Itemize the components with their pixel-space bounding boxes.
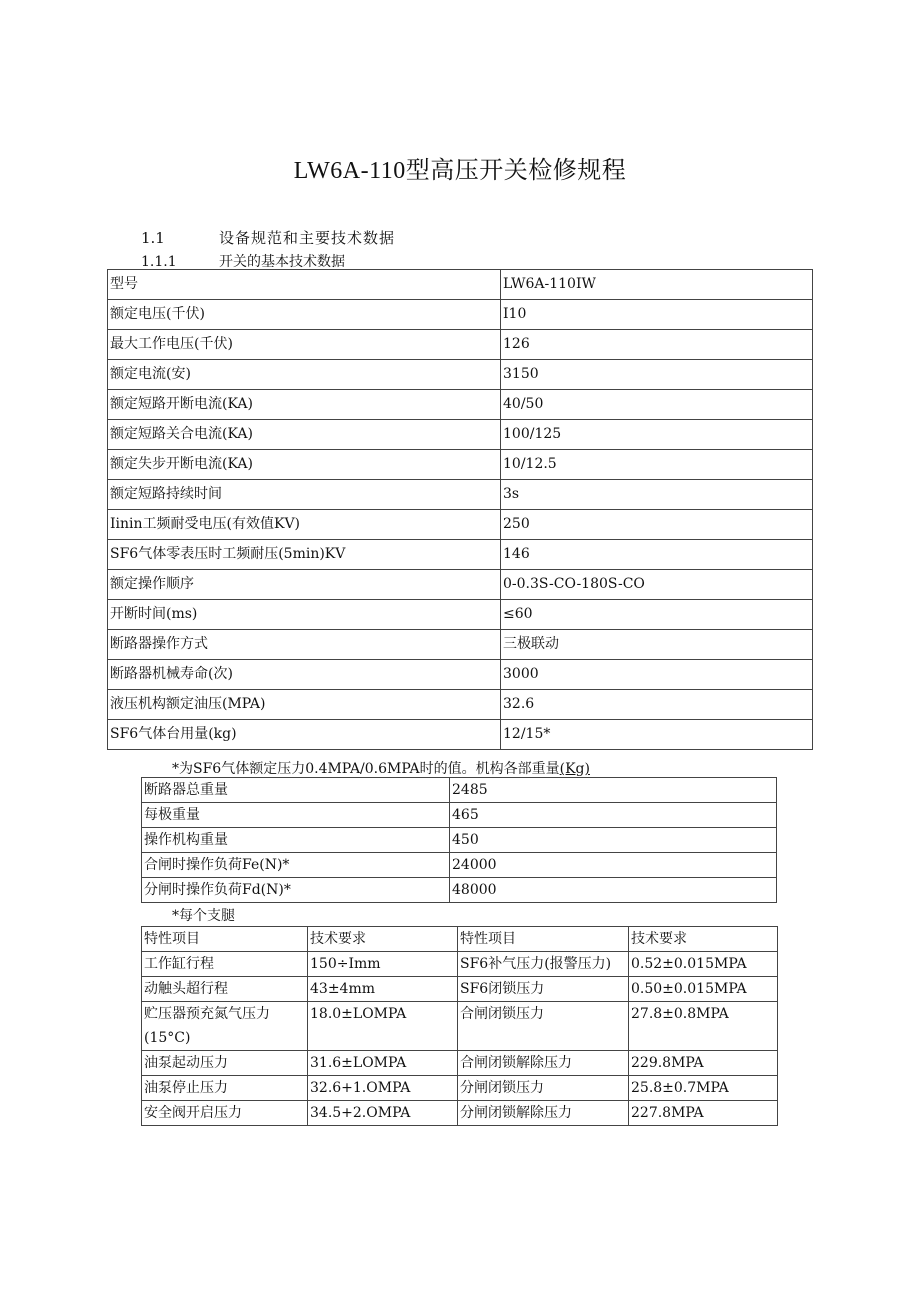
weight-row: [142, 878, 777, 903]
table-cell: 3150: [501, 360, 813, 390]
table-cell: 0.50±0.015MPA: [629, 977, 778, 1002]
section-text: 开关的基本技术数据: [219, 254, 345, 270]
table-cell: 安全阀开启压力: [142, 1101, 308, 1126]
table-cell: 250: [501, 510, 813, 540]
weight-row: [142, 803, 777, 828]
header-cell: 特性项目: [458, 927, 629, 952]
spec-row: [108, 600, 813, 630]
weight-row: [142, 853, 777, 878]
table-cell: 油泵起动压力: [142, 1051, 308, 1076]
table-cell: 合闸闭锁解除压力: [458, 1051, 629, 1076]
table-cell: 断路器机械寿命(次): [108, 660, 501, 690]
characteristics-table: [141, 926, 778, 1126]
table-cell: 液压机构额定油压(MPA): [108, 690, 501, 720]
spec-row: [108, 480, 813, 510]
table-cell: 操作机构重量: [142, 828, 450, 853]
table-cell: 合闸闭锁压力: [458, 1002, 629, 1051]
spec-row: [108, 690, 813, 720]
table-cell: 126: [501, 330, 813, 360]
table-cell: 额定短路关合电流(KA): [108, 420, 501, 450]
spec-row: [108, 330, 813, 360]
spec-row: [108, 300, 813, 330]
basic-specs-table: [107, 269, 813, 750]
table-cell: SF6气体台用量(kg): [108, 720, 501, 750]
footnote-gas-pressure: [172, 758, 590, 778]
table-cell: 150÷Imm: [308, 952, 458, 977]
table-cell: 0.52±0.015MPA: [629, 952, 778, 977]
table-cell: 10/12.5: [501, 450, 813, 480]
weight-row: [142, 778, 777, 803]
table-cell: 12/15*: [501, 720, 813, 750]
section-heading-1-1: [141, 227, 395, 248]
table-cell: 分闸闭锁解除压力: [458, 1101, 629, 1126]
table-cell: 32.6+1.OMPA: [308, 1076, 458, 1101]
table-cell: ≤60: [501, 600, 813, 630]
table-cell: 断路器总重量: [142, 778, 450, 803]
spec-row: [108, 510, 813, 540]
table-cell: 24000: [450, 853, 777, 878]
table-cell: 分闸闭锁压力: [458, 1076, 629, 1101]
table-cell: SF6补气压力(报警压力): [458, 952, 629, 977]
table-cell: 18.0±LOMPA: [308, 1002, 458, 1051]
spec-row: [108, 720, 813, 750]
table-cell: 合闸时操作负荷Fe(N)*: [142, 853, 450, 878]
table-cell: 油泵停止压力: [142, 1076, 308, 1101]
table-cell: 额定操作顺序: [108, 570, 501, 600]
table-cell: 额定电流(安): [108, 360, 501, 390]
characteristic-row: [142, 1002, 778, 1051]
table-cell: 31.6±LOMPA: [308, 1051, 458, 1076]
table-cell: 100/125: [501, 420, 813, 450]
table-cell: SF6气体零表压时工频耐压(5min)KV: [108, 540, 501, 570]
header-cell: 特性项目: [142, 927, 308, 952]
header-cell: 技术要求: [308, 927, 458, 952]
spec-row: [108, 660, 813, 690]
table-cell: 34.5+2.OMPA: [308, 1101, 458, 1126]
table-cell: 227.8MPA: [629, 1101, 778, 1126]
table-cell: SF6闭锁压力: [458, 977, 629, 1002]
table-cell: 最大工作电压(千伏): [108, 330, 501, 360]
table-cell: 25.8±0.7MPA: [629, 1076, 778, 1101]
table-cell: 贮压器预充氮气压力(15°C): [142, 1002, 308, 1051]
characteristic-row: [142, 1076, 778, 1101]
table-cell: 额定短路开断电流(KA): [108, 390, 501, 420]
table-cell: 开断时间(ms): [108, 600, 501, 630]
spec-row: [108, 570, 813, 600]
footnote-per-leg: *每个支腿: [172, 908, 235, 924]
characteristic-row: [142, 1101, 778, 1126]
section-number: 1.1.1: [141, 254, 177, 270]
table-cell: I10: [501, 300, 813, 330]
characteristic-row: [142, 977, 778, 1002]
table-cell: 额定失步开断电流(KA): [108, 450, 501, 480]
table-cell: 32.6: [501, 690, 813, 720]
spec-row: [108, 420, 813, 450]
table-cell: 工作缸行程: [142, 952, 308, 977]
table-cell: 额定短路持续时间: [108, 480, 501, 510]
table-cell: LW6A-110IW: [501, 270, 813, 300]
table-cell: 2485: [450, 778, 777, 803]
table-cell: 450: [450, 828, 777, 853]
spec-row: [108, 390, 813, 420]
table-cell: 465: [450, 803, 777, 828]
table-cell: 40/50: [501, 390, 813, 420]
weights-table: [141, 777, 777, 903]
table-cell: 3s: [501, 480, 813, 510]
footnote-unit: (Kg): [559, 761, 590, 777]
table-cell: 27.8±0.8MPA: [629, 1002, 778, 1051]
weight-row: [142, 828, 777, 853]
table-cell: 3000: [501, 660, 813, 690]
spec-row: [108, 450, 813, 480]
document-title: LW6A-110型高压开关检修规程: [293, 158, 627, 184]
table-cell: 0-0.3S-CO-180S-CO: [501, 570, 813, 600]
table-cell: 断路器操作方式: [108, 630, 501, 660]
table-cell: 型号: [108, 270, 501, 300]
footnote-text: *为SF6气体额定压力0.4MPA/0.6MPA时的值。机构各部重量: [172, 761, 560, 777]
section-number: 1.1: [141, 229, 165, 247]
header-row: [142, 927, 778, 952]
section-heading-1-1-1: [141, 251, 345, 271]
table-cell: 229.8MPA: [629, 1051, 778, 1076]
table-cell: Iinin工频耐受电压(有效值KV): [108, 510, 501, 540]
table-cell: 分闸时操作负荷Fd(N)*: [142, 878, 450, 903]
header-cell: 技术要求: [629, 927, 778, 952]
section-text: 设备规范和主要技术数据: [219, 229, 396, 247]
table-cell: 额定电压(千伏): [108, 300, 501, 330]
spec-row: [108, 540, 813, 570]
characteristic-row: [142, 952, 778, 977]
table-cell: 动触头超行程: [142, 977, 308, 1002]
table-cell: 三极联动: [501, 630, 813, 660]
table-cell: 43±4mm: [308, 977, 458, 1002]
spec-row: [108, 270, 813, 300]
spec-row: [108, 630, 813, 660]
table-cell: 48000: [450, 878, 777, 903]
characteristic-row: [142, 1051, 778, 1076]
table-cell: 146: [501, 540, 813, 570]
spec-row: [108, 360, 813, 390]
table-cell: 每极重量: [142, 803, 450, 828]
